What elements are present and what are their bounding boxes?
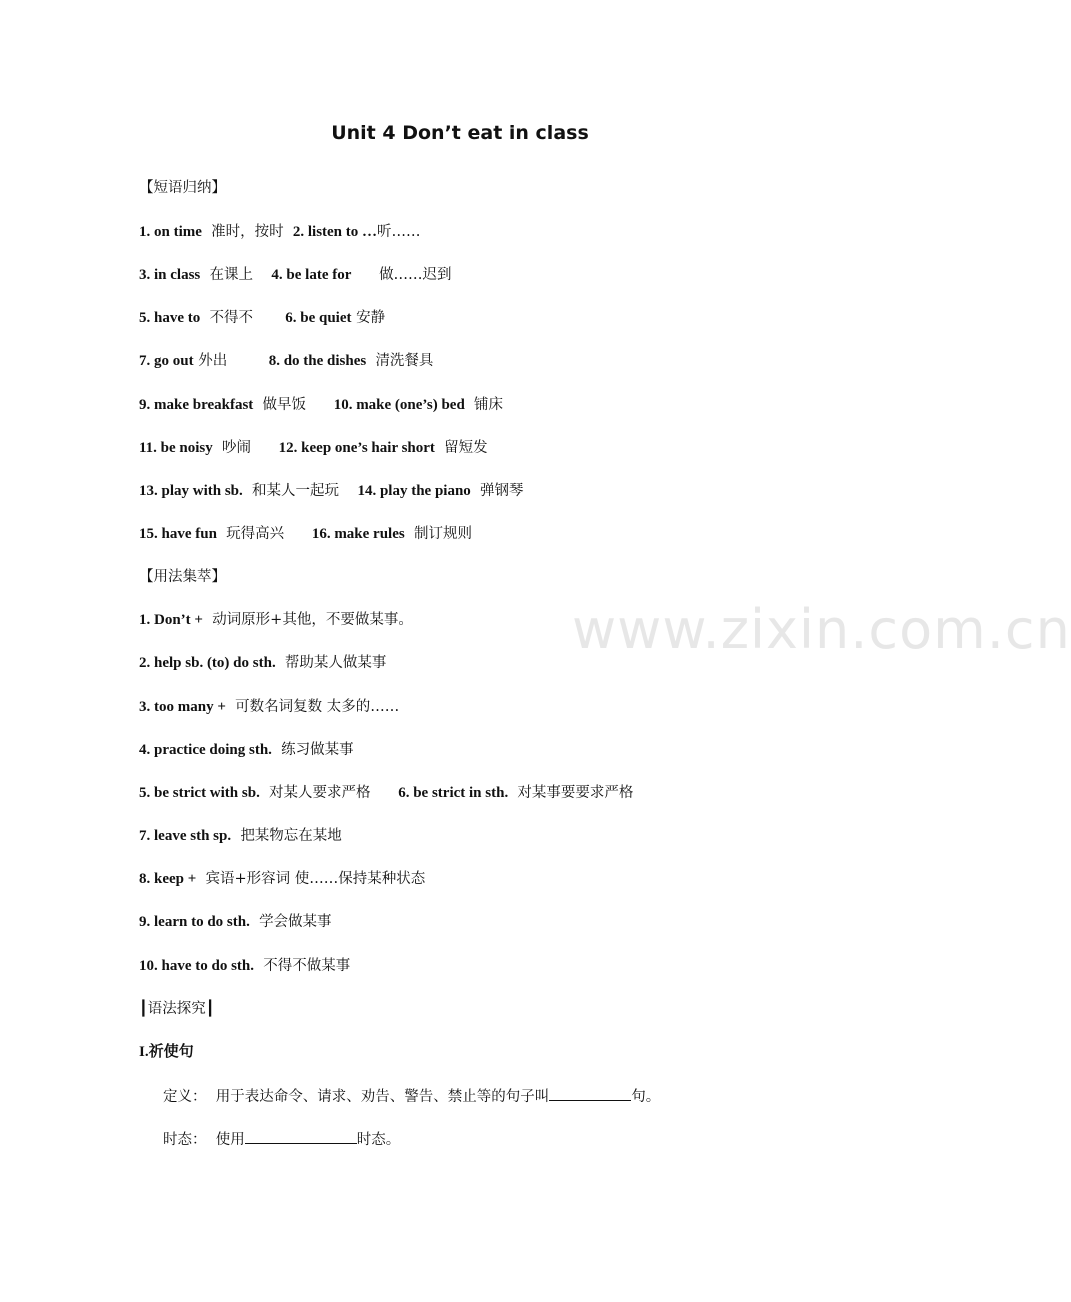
grammar-subtitle-text: I.祈使句 (139, 1044, 194, 1060)
usage-en: 5. be strict with sb. (139, 785, 260, 801)
phrase-line (139, 481, 524, 501)
phrase-line (139, 524, 472, 544)
usage-en: 4. practice doing sth. (139, 742, 272, 758)
phrase-zh: 制订规则 (413, 526, 472, 542)
phrase-en: 9. make breakfast (139, 397, 254, 413)
phrase-en: 16. make rules (311, 526, 405, 542)
phrase-en: 1. on time (139, 224, 202, 240)
phrase-zh: 听…… (377, 224, 421, 240)
tense-end: 时态。 (356, 1132, 401, 1148)
usage-zh: 把某物忘在某地 (240, 828, 342, 844)
phrase-en: 14. play the piano (357, 483, 471, 499)
usage-line (139, 697, 399, 717)
definition-blank[interactable] (549, 1085, 631, 1101)
phrase-zh: 和某人一起玩 (252, 483, 339, 499)
phrase-en: 4. be late for (271, 267, 352, 283)
phrase-zh: 弹钢琴 (480, 483, 524, 499)
usage-line (139, 956, 350, 976)
usage-en: 10. have to do sth. (139, 958, 255, 974)
usage-line (139, 653, 386, 673)
phrase-zh: 安静 (356, 310, 386, 326)
usage-line (139, 826, 342, 846)
usage-en: 6. be strict in sth. (398, 785, 509, 801)
tense-label: 时态： (163, 1132, 207, 1148)
usage-en: 3. too many + (139, 699, 226, 715)
phrase-en: 3. in class (139, 267, 201, 283)
usage-zh: 可数名词复数 太多的…… (235, 699, 400, 715)
phrase-zh: 做早饭 (262, 397, 307, 413)
usage-en: 8. keep + (139, 871, 197, 887)
phrase-zh: 铺床 (474, 397, 504, 413)
tense-line (163, 1128, 400, 1150)
phrase-zh: 不得不 (209, 310, 253, 326)
phrase-en: 6. be quiet (285, 310, 352, 326)
phrase-zh: 在课上 (209, 267, 253, 283)
phrase-en: 7. go out (139, 353, 194, 369)
phrase-en: 5. have to (139, 310, 201, 326)
usage-heading: 【用法集萃】 (139, 569, 226, 585)
usage-line (139, 740, 354, 760)
phrase-zh: 玩得高兴 (226, 526, 285, 542)
usage-line (139, 610, 413, 630)
usage-zh: 对某人要求严格 (269, 785, 371, 801)
phrase-line (139, 438, 488, 458)
phrase-zh: 清洗餐具 (375, 353, 434, 369)
usage-en: 9. learn to do sth. (139, 914, 250, 930)
phrase-en: 2. listen to … (292, 224, 378, 240)
usage-zh: 不得不做某事 (263, 958, 351, 974)
phrase-line (139, 265, 452, 285)
usage-zh: 动词原形+其他，不要做某事。 (212, 612, 413, 628)
phrase-zh: 外出 (198, 353, 228, 369)
usage-zh: 帮助某人做某事 (284, 655, 387, 671)
definition-text: 用于表达命令、请求、劝告、警告、禁止等的句子叫 (215, 1089, 550, 1105)
phrase-line (139, 308, 385, 328)
usage-line (139, 912, 332, 932)
phrase-en: 15. have fun (139, 526, 217, 542)
phrase-en: 13. play with sb. (139, 483, 243, 499)
phrase-en: 10. make (one’s) bed (333, 397, 465, 413)
phrase-en: 12. keep one’s hair short (278, 440, 435, 456)
usage-zh: 宾语+形容词 使……保持某种状态 (205, 871, 426, 887)
phrase-zh: 准时，按时 (211, 224, 284, 240)
usage-zh: 练习做某事 (281, 742, 354, 758)
watermark: www.zixin.com.cn (572, 598, 1071, 661)
tense-text: 使用 (215, 1132, 245, 1148)
phrase-en: 11. be noisy (139, 440, 213, 456)
usage-en: 1. Don’t + (139, 612, 203, 628)
phrase-zh: 留短发 (444, 440, 488, 456)
grammar-subtitle (139, 1042, 194, 1062)
definition-label: 定义： (163, 1089, 207, 1105)
phrase-zh: 吵闹 (222, 440, 251, 456)
phrase-zh: 做……迟到 (379, 267, 452, 283)
usage-line (139, 783, 633, 803)
grammar-heading: ┃语法探究┃ (139, 1001, 215, 1017)
definition-end: 句。 (631, 1089, 661, 1105)
phrase-en: 8. do the dishes (268, 353, 367, 369)
usage-zh: 学会做某事 (259, 914, 332, 930)
usage-en: 2. help sb. (to) do sth. (139, 655, 276, 671)
phrase-line (139, 351, 433, 371)
tense-blank[interactable] (245, 1128, 357, 1144)
phrase-line (139, 395, 503, 415)
phrases-heading: 【短语归纳】 (139, 180, 226, 196)
definition-line (163, 1085, 660, 1107)
phrase-line (139, 222, 421, 242)
usage-en: 7. leave sth sp. (139, 828, 232, 844)
usage-line (139, 869, 425, 889)
page-title: Unit 4 Don’t eat in class (331, 122, 589, 144)
usage-zh: 对某事要要求严格 (517, 785, 634, 801)
